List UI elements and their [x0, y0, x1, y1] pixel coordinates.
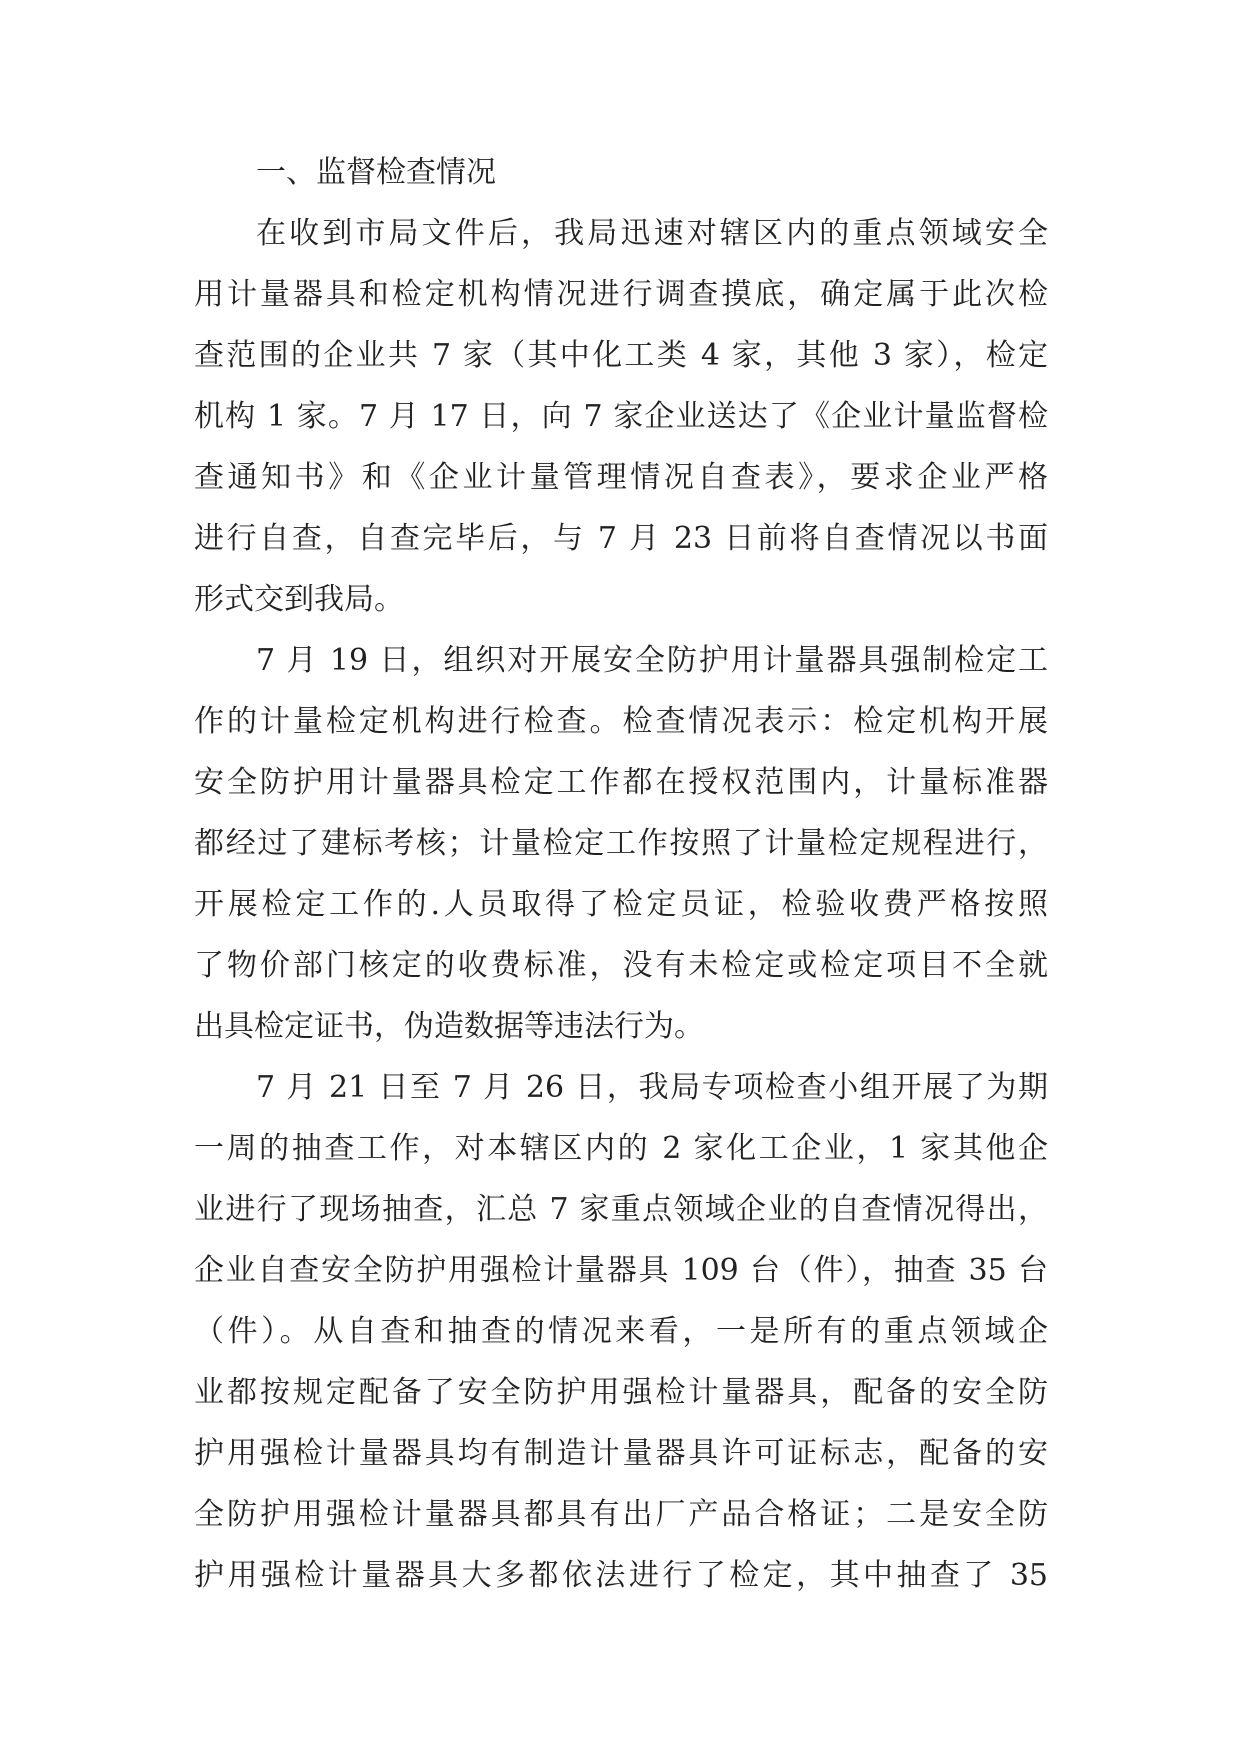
paragraph-1-line-4: 机构 1 家。7 月 17 日，向 7 家企业送达了《企业计量监督检 [194, 399, 1048, 434]
paragraph-2-line-7: 出具检定证书，伪造数据等违法行为。 [194, 1009, 704, 1044]
paragraph-1-line-7: 形式交到我局。 [194, 582, 404, 617]
paragraph-2-line-3: 安全防护用计量器具检定工作都在授权范围内，计量标准器 [194, 765, 1048, 800]
paragraph-3-line-9: 护用强检计量器具大多都依法进行了检定，其中抽查了 35 [194, 1558, 1048, 1593]
paragraph-1-line-5: 查通知书》和《企业计量管理情况自查表》，要求企业严格 [194, 460, 1048, 495]
paragraph-3-line-1: 7 月 21 日至 7 月 26 日，我局专项检查小组开展了为期 [256, 1070, 1048, 1105]
paragraph-2-line-2: 作的计量检定机构进行检查。检查情况表示：检定机构开展 [194, 704, 1048, 739]
paragraph-3-line-4: 企业自查安全防护用强检计量器具 109 台（件），抽查 35 台 [194, 1253, 1048, 1288]
paragraph-3-line-5: （件）。从自查和抽查的情况来看，一是所有的重点领域企 [194, 1314, 1048, 1349]
paragraph-2-line-5: 开展检定工作的.人员取得了检定员证，检验收费严格按照 [194, 887, 1048, 922]
paragraph-2-line-4: 都经过了建标考核；计量检定工作按照了计量检定规程进行， [194, 826, 1048, 861]
paragraph-1-line-3: 查范围的企业共 7 家（其中化工类 4 家，其他 3 家），检定 [194, 338, 1048, 373]
paragraph-2-line-6: 了物价部门核定的收费标准，没有未检定或检定项目不全就 [194, 948, 1048, 983]
document-body [194, 142, 1048, 1606]
paragraph-1-line-6: 进行自查，自查完毕后，与 7 月 23 日前将自查情况以书面 [194, 521, 1048, 556]
paragraph-3-line-2: 一周的抽查工作，对本辖区内的 2 家化工企业，1 家其他企 [194, 1131, 1048, 1166]
paragraph-1-line-2: 用计量器具和检定机构情况进行调查摸底，确定属于此次检 [194, 277, 1048, 312]
paragraph-3-line-7: 护用强检计量器具均有制造计量器具许可证标志，配备的安 [194, 1436, 1048, 1471]
section-heading: 一、监督检查情况 [256, 155, 496, 190]
paragraph-3-line-3: 业进行了现场抽查，汇总 7 家重点领域企业的自查情况得出， [194, 1192, 1048, 1227]
paragraph-1-line-1: 在收到市局文件后，我局迅速对辖区内的重点领域安全 [256, 216, 1048, 251]
paragraph-3-line-8: 全防护用强检计量器具都具有出厂产品合格证；二是安全防 [194, 1497, 1048, 1532]
paragraph-3-line-6: 业都按规定配备了安全防护用强检计量器具，配备的安全防 [194, 1375, 1048, 1410]
paragraph-2-line-1: 7 月 19 日，组织对开展安全防护用计量器具强制检定工 [256, 643, 1048, 678]
